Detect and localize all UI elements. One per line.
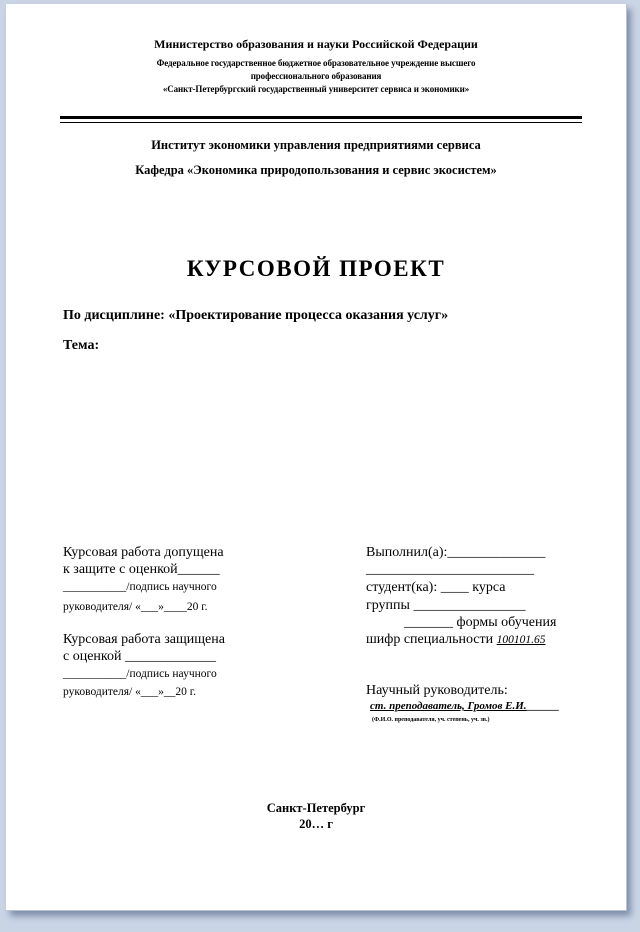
city-line: Санкт-Петербург [266,801,366,815]
student-course-line: студент(ка): ____ курса [366,580,506,595]
performer-name-line: ________________________ [366,562,534,577]
university-line: «Санкт-Петербургский государственный университет сервиса и экономики» [162,84,470,94]
fgbou-line-2: профессионального образования [250,71,382,81]
signature-line-1: ___________/подпись научного [63,581,217,593]
fgbou-line-1: Федеральное государственное бюджетное образовательное учреждение высшего [156,58,476,68]
header-divider-thin [60,122,582,123]
discipline-line: По дисциплине: «Проектирование процесса оказания услуг» [63,308,449,323]
signature-line-2: ___________/подпись научного [63,668,217,680]
specialty-label: шифр специальности [366,632,494,647]
signature-date-line-2: руководителя/ «___»__20 г. [63,686,197,698]
header-divider-thick [60,116,582,119]
ministry-line: Министерство образования и науки Российской Федерации [154,37,478,51]
supervisor-caption: (Ф.И.О. преподавателя, уч. степень, уч. зв.) [372,717,490,723]
year-line: 20… г [299,817,333,831]
group-line: группы ________________ [366,598,526,613]
document-title: КУРСОВОЙ ПРОЕКТ [186,256,446,281]
topic-label: Тема: [63,338,100,353]
defended-line-1: Курсовая работа защищена [63,632,225,647]
supervisor-label: Научный руководитель: [366,683,508,698]
department-line: Кафедра «Экономика природопользования и сервис экосистем» [135,163,497,177]
specialty-code: 100101.65 [496,634,546,646]
performed-by-line: Выполнил(а):______________ [366,545,546,560]
institute-line: Институт экономики управления предприятиями сервиса [151,138,481,152]
study-form-line: _______ формы обучения [404,615,557,630]
specialty-line [366,632,546,648]
supervisor-name: ст. преподаватель, Громов Е.И.______ [370,700,560,712]
admitted-line-2: к защите с оценкой______ [63,562,220,577]
admitted-line-1: Курсовая работа допущена [63,545,224,560]
signature-date-line-1: руководителя/ «___»____20 г. [63,601,208,613]
defended-line-2: с оценкой _____________ [63,649,216,664]
document-page [6,4,627,911]
